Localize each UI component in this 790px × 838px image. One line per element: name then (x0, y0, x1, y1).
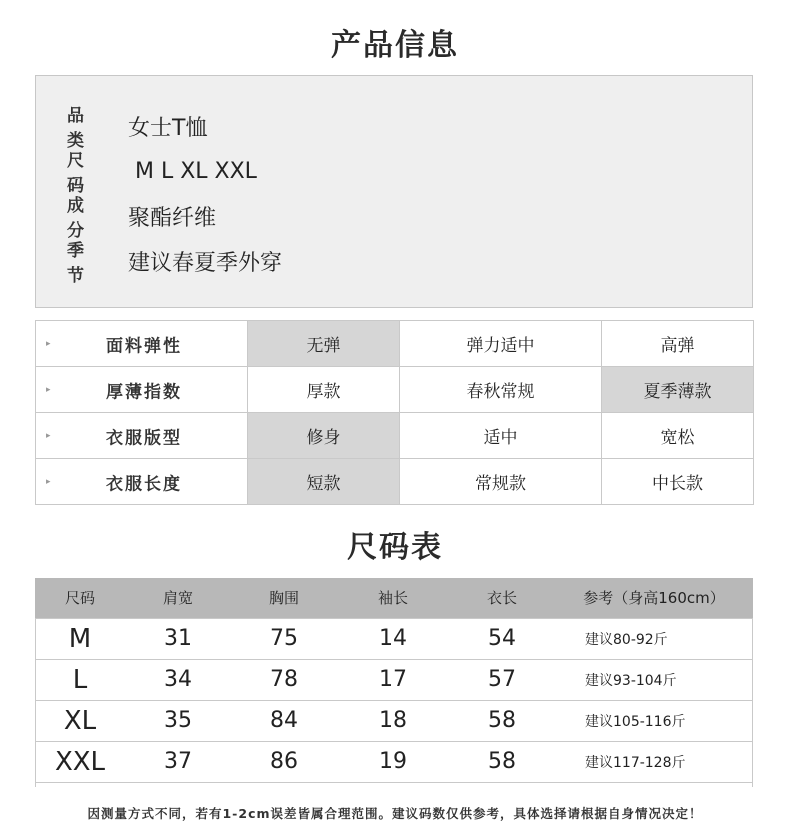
measurement-cell: 75 (231, 618, 337, 659)
arrow-icon: ▸ (46, 384, 51, 395)
size-table-header (35, 578, 753, 618)
size-table (35, 578, 753, 783)
measurement-cell: 37 (125, 741, 231, 782)
footnote: 因测量方式不同，若有1-2cm误差皆属合理范围。建议码数仅供参考，具体选择请根据自身情况决定！ (87, 806, 703, 821)
info-label: 尺码 (67, 151, 86, 196)
measurement-cell: 34 (125, 659, 231, 700)
attribute-option: 常规款 (400, 459, 602, 505)
attribute-label: 面料弹性 (106, 336, 182, 356)
info-value: 建议春夏季外穿 (128, 250, 283, 276)
size-row (35, 700, 753, 741)
measurement-cell: 31 (125, 618, 231, 659)
size-label-cell: M (35, 618, 125, 659)
measurement-cell: 86 (231, 741, 337, 782)
measurement-cell: 78 (231, 659, 337, 700)
attribute-option-selected: 修身 (248, 413, 400, 459)
attribute-label-cell (36, 321, 248, 367)
size-column-header: 参考（身高160cm） (555, 578, 753, 618)
size-column-header: 胸围 (231, 578, 337, 618)
product-info-box (35, 75, 753, 308)
size-column-header: 肩宽 (125, 578, 231, 618)
attribute-row (36, 321, 754, 367)
info-label: 季节 (67, 241, 86, 286)
attribute-label: 衣服长度 (106, 474, 182, 494)
size-row (35, 741, 753, 782)
size-label-cell: L (35, 659, 125, 700)
weight-reference-cell: 建议80-92斤 (555, 618, 753, 659)
measurement-cell: 58 (449, 741, 555, 782)
weight-reference-cell: 建议117-128斤 (555, 741, 753, 782)
attribute-label: 衣服版型 (106, 428, 182, 448)
attribute-row (36, 413, 754, 459)
attribute-option: 高弹 (602, 321, 754, 367)
attribute-option: 适中 (400, 413, 602, 459)
measurement-cell: 35 (125, 700, 231, 741)
size-column-header: 尺码 (35, 578, 125, 618)
attribute-label-cell (36, 413, 248, 459)
attribute-option: 宽松 (602, 413, 754, 459)
attribute-option-selected: 短款 (248, 459, 400, 505)
attribute-label: 厚薄指数 (106, 382, 182, 402)
attribute-option: 春秋常规 (400, 367, 602, 413)
attribute-option: 弹力适中 (400, 321, 602, 367)
weight-reference-cell: 建议93-104斤 (555, 659, 753, 700)
attribute-option: 中长款 (602, 459, 754, 505)
info-value: 聚酯纤维 (128, 205, 217, 231)
size-row (35, 659, 753, 700)
size-label-cell: XL (35, 700, 125, 741)
size-label-cell: XXL (35, 741, 125, 782)
weight-reference-cell: 建议105-116斤 (555, 700, 753, 741)
info-label: 成分 (67, 196, 86, 241)
info-value: M L XL XXL (128, 158, 257, 184)
attribute-label-cell (36, 367, 248, 413)
attribute-table (35, 320, 754, 505)
measurement-cell: 18 (337, 700, 449, 741)
measurement-cell: 84 (231, 700, 337, 741)
attribute-option-selected: 夏季薄款 (602, 367, 754, 413)
attribute-option: 厚款 (248, 367, 400, 413)
arrow-icon: ▸ (46, 476, 51, 487)
attribute-row (36, 367, 754, 413)
attribute-option-selected: 无弹 (248, 321, 400, 367)
info-value: 女士T恤 (128, 115, 208, 141)
info-label: 品类 (67, 106, 86, 151)
size-chart-title: 尺码表 (347, 530, 443, 565)
attribute-row (36, 459, 754, 505)
arrow-icon: ▸ (46, 430, 51, 441)
attribute-label-cell (36, 459, 248, 505)
size-column-header: 袖长 (337, 578, 449, 618)
size-row (35, 618, 753, 659)
product-info-title: 产品信息 (331, 28, 459, 63)
size-column-header: 衣长 (449, 578, 555, 618)
arrow-icon: ▸ (46, 338, 51, 349)
measurement-cell: 54 (449, 618, 555, 659)
measurement-cell: 14 (337, 618, 449, 659)
measurement-cell: 58 (449, 700, 555, 741)
measurement-cell: 19 (337, 741, 449, 782)
measurement-cell: 17 (337, 659, 449, 700)
measurement-cell: 57 (449, 659, 555, 700)
